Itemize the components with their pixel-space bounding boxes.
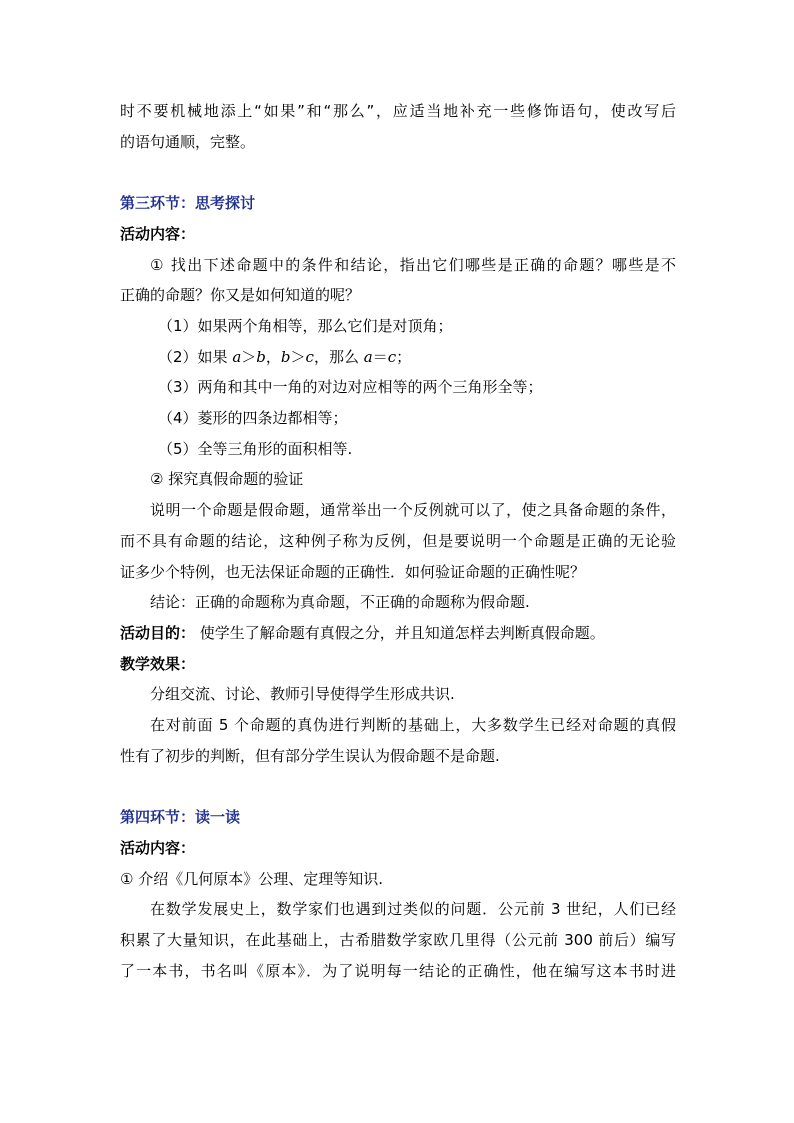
- math-variable: c: [305, 347, 314, 366]
- purpose-line: [120, 618, 676, 649]
- activity-content-label: 活动内容：: [120, 224, 196, 243]
- math-variable: b: [256, 347, 266, 366]
- document-page: [120, 96, 676, 986]
- intro-line: ① 介绍《几何原本》公理、定理等知识.: [120, 869, 383, 888]
- paragraph-line: 了一本书，书名叫《原本》．为了说明每一结论的正确性，他在编写这本书时进: [120, 961, 676, 980]
- spacer: [120, 157, 676, 188]
- math-symbol: ＞: [241, 347, 257, 366]
- list-item-text: ，那么: [313, 347, 364, 366]
- list-item-text: ，: [265, 347, 281, 366]
- math-variable: a: [363, 347, 373, 366]
- spacer: [120, 771, 676, 802]
- paragraph-line: 在对前面 5 个命题的真伪进行判断的基础上，大多数学生已经对命题的真假: [150, 716, 676, 735]
- paragraph-line: 性有了初步的判断，但有部分学生误认为假命题不是命题.: [120, 746, 500, 765]
- paragraph-line: 积累了大量知识，在此基础上，古希腊数学家欧几里得（公元前 300 前后）编写: [120, 930, 676, 949]
- section-heading: 第四环节：读一读: [120, 808, 241, 827]
- math-variable: b: [280, 347, 291, 366]
- paragraph-line: 在数学发展史上，数学家们也遇到过类似的问题．公元前 3 世纪，人们已经: [150, 900, 676, 919]
- list-item-text: ；: [396, 347, 412, 366]
- list-item: （4）菱形的四条边都相等；: [158, 409, 348, 428]
- paragraph-line: 分组交流、讨论、教师引导使得学生形成共识.: [150, 685, 455, 704]
- list-item: （5）全等三角形的面积相等.: [158, 439, 353, 458]
- math-variable: a: [232, 347, 242, 366]
- section-heading: 第三环节：思考探讨: [120, 194, 256, 213]
- paragraph-line: 说明一个命题是假命题，通常举出一个反例就可以了，使之具备命题的条件，: [150, 501, 676, 520]
- math-symbol: ＝: [372, 347, 388, 366]
- list-item: [120, 342, 676, 373]
- effect-label: 教学效果：: [120, 654, 196, 673]
- paragraph-line: 的语句通顺，完整。: [120, 132, 256, 151]
- list-item: （3）两角和其中一角的对边对应相等的两个三角形全等；: [158, 378, 543, 397]
- math-variable: c: [387, 347, 397, 366]
- math-symbol: ＞: [290, 347, 306, 366]
- purpose-label: 活动目的：: [120, 623, 196, 642]
- question-line: ② 探究真假命题的验证: [150, 470, 304, 489]
- conclusion-line: 结论：正确的命题称为真命题，不正确的命题称为假命题.: [150, 593, 530, 612]
- paragraph-line: 证多少个特例，也无法保证命题的正确性．如何验证命题的正确性呢？: [120, 562, 586, 581]
- list-item: （1）如果两个角相等，那么它们是对顶角；: [158, 316, 453, 335]
- list-item-text: （2）如果: [158, 347, 233, 366]
- paragraph-line: 而不具有命题的结论，这种例子称为反例，但是要说明一个命题是正确的无论验: [120, 531, 676, 550]
- paragraph-line: 时不要机械地添上“如果”和“那么”，应适当地补充一些修饰语句，使改写后: [120, 102, 676, 120]
- question-line: 正确的命题？你又是如何知道的呢？: [120, 286, 361, 305]
- activity-content-label: 活动内容：: [120, 838, 196, 857]
- purpose-text: 使学生了解命题有真假之分，并且知道怎样去判断真假命题。: [195, 623, 605, 642]
- question-line: ① 找出下述命题中的条件和结论，指出它们哪些是正确的命题？哪些是不: [150, 255, 676, 274]
